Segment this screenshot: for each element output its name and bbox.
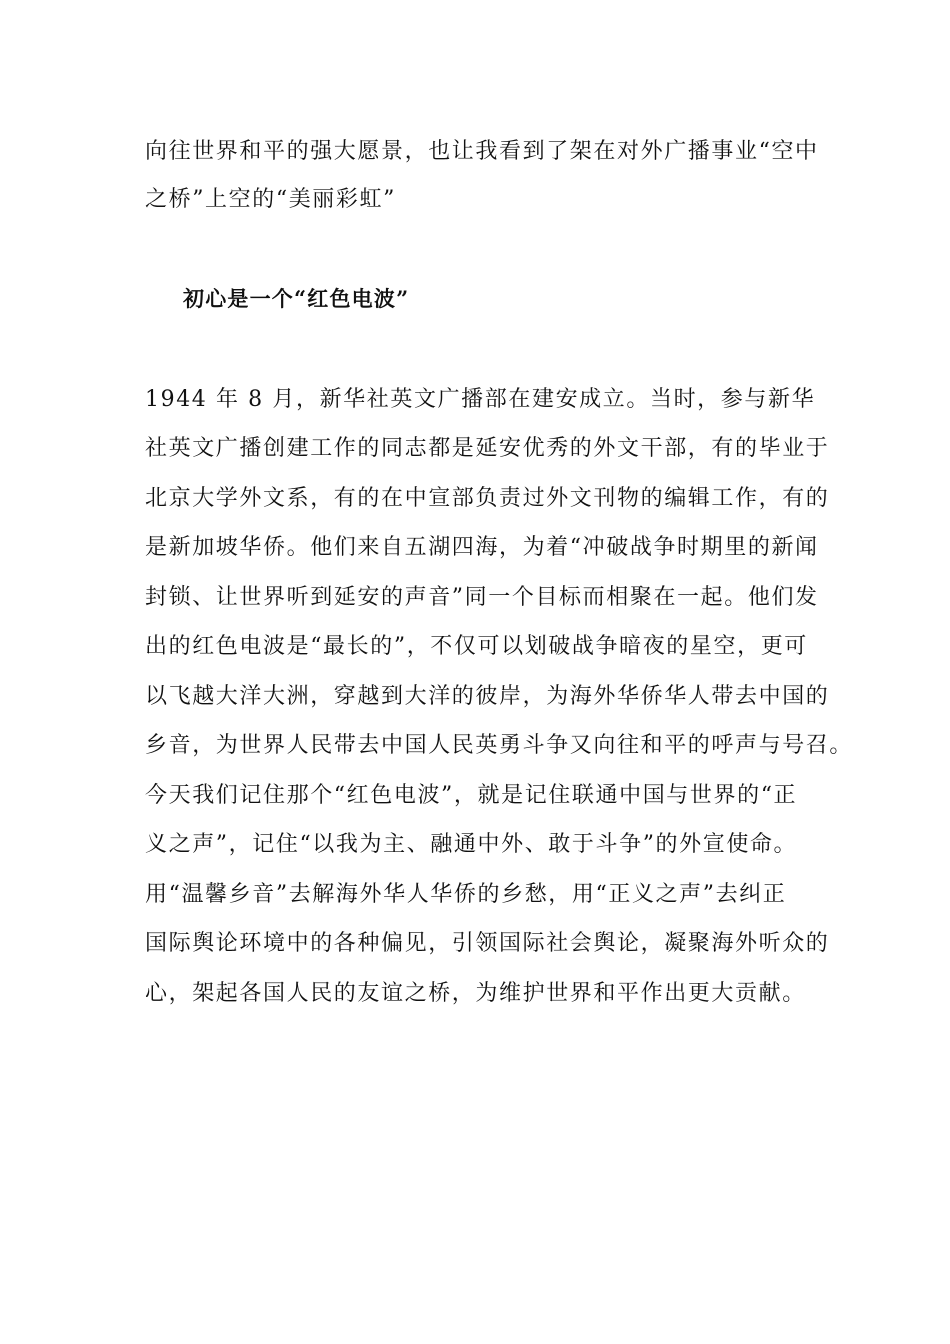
body-line-5: 封锁、让世界听到延安的声音”同一个目标而相聚在一起。他们发 [145, 585, 819, 610]
body-line-8: 乡音，为世界人民带去中国人民英勇斗争又向往和平的呼声与号召。 [145, 733, 854, 758]
body-line-3: 北京大学外文系，有的在中宣部负责过外文刊物的编辑工作，有的 [145, 486, 830, 511]
body-line-4: 是新加坡华侨。他们来自五湖四海，为着“冲破战争时期里的新闻 [145, 535, 819, 560]
body-line-7: 以飞越大洋大洲，穿越到大洋的彼岸，为海外华侨华人带去中国的 [145, 684, 830, 709]
body-line-13: 心，架起各国人民的友谊之桥，为维护世界和平作出更大贡献。 [145, 981, 806, 1006]
body-line-11: 用“温馨乡音”去解海外华人华侨的乡愁，用“正义之声”去纠正 [145, 882, 787, 907]
body-line-2: 社英文广播创建工作的同志都是延安优秀的外文干部，有的毕业于 [145, 436, 830, 461]
intro-line-2: 之桥”上空的“美丽彩虹” [145, 187, 396, 212]
body-line-12: 国际舆论环境中的各种偏见，引领国际社会舆论，凝聚海外听众的 [145, 931, 830, 956]
body-line-6: 出的红色电波是“最长的”，不仅可以划破战争暗夜的星空，更可 [145, 634, 808, 659]
body-line-9: 今天我们记住那个“红色电波”，就是记住联通中国与世界的“正 [145, 783, 798, 808]
body-line-1: 1944 年 8 月，新华社英文广播部在建安成立。当时，参与新华 [145, 387, 816, 412]
body-line-10: 义之声”，记住“以我为主、融通中外、敢于斗争”的外宣使命。 [145, 832, 798, 857]
intro-line-1: 向往世界和平的强大愿景，也让我看到了架在对外广播事业“空中 [145, 139, 819, 164]
section-heading: 初心是一个“红色电波” [183, 286, 410, 311]
